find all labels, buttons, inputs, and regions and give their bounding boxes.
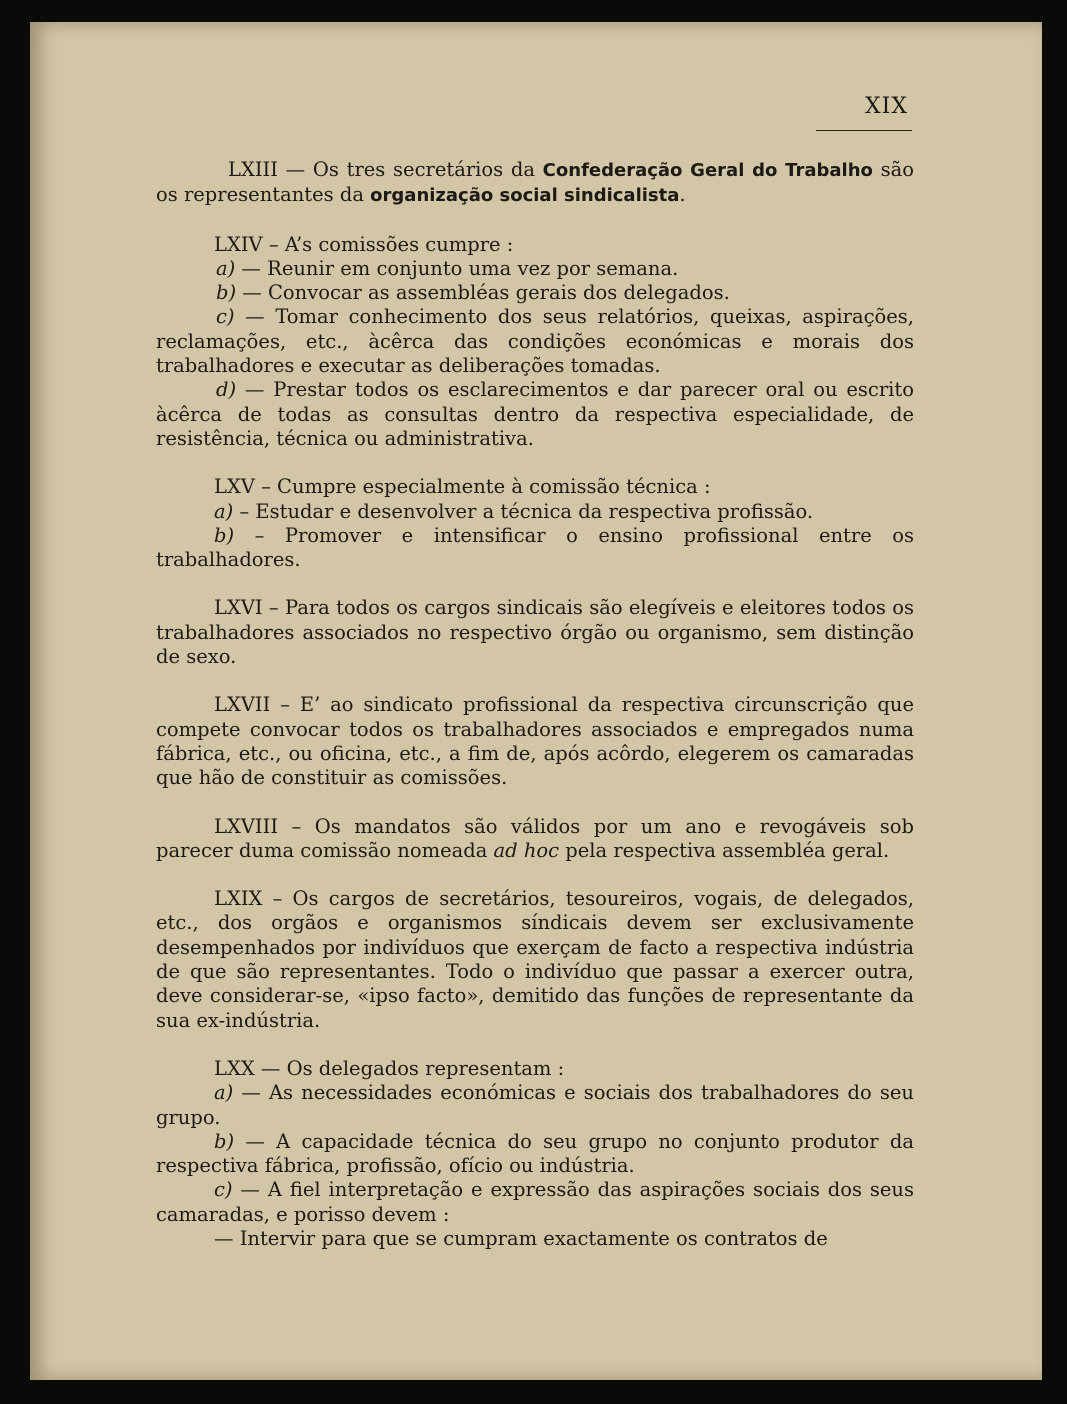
- article-sep: —: [277, 158, 313, 181]
- article-number: LXIII: [228, 158, 278, 181]
- item-letter: a): [214, 1081, 234, 1105]
- list-item: [156, 1178, 914, 1227]
- bold-term: Confederação Geral do Trabalho: [542, 160, 873, 181]
- list-item: [156, 281, 914, 305]
- list-item: [156, 257, 914, 281]
- body-text: [156, 158, 914, 1251]
- item-text: — A capacidade técnica do seu grupo no conjunto produtor da respectiva fábrica, profissão, ofício ou indústria.: [156, 1129, 914, 1178]
- paragraph-lxiii: [156, 158, 914, 209]
- item-text: — Prestar todos os esclarecimentos e dar parecer oral ou escrito àcêrca de todas as consultas dentro da respectiva especialidade, de resistência, técnica ou administrativa.: [156, 378, 914, 450]
- page: [30, 22, 1042, 1380]
- list-item: [156, 1130, 914, 1179]
- item-letter: b): [214, 523, 235, 547]
- item-text: – Estudar e desenvolver a técnica da respectiva profissão.: [233, 499, 814, 523]
- item-text: — Reunir em conjunto uma vez por semana.: [235, 256, 679, 280]
- paragraph-lxvi: LXVI – Para todos os cargos sindicais são elegíveis e eleitores todos os trabalhadores associados no respectivo órgão ou organismo, sem distinção de sexo.: [156, 596, 914, 669]
- list-item: [156, 524, 914, 573]
- paragraph-lxiv-intro: LXIV – A’s comissões cumpre :: [214, 232, 514, 256]
- text-run: são os representantes da: [156, 158, 914, 207]
- paragraph-lxviii: [156, 815, 914, 864]
- list-item: [156, 378, 914, 451]
- page-number: XIX: [864, 94, 908, 119]
- paragraph-lxv-intro: LXV – Cumpre especialmente à comissão técnica :: [214, 475, 711, 499]
- item-text: — Tomar conhecimento dos seus relatórios, queixas, aspirações, reclamações, etc., àcêrca das condições económicas e morais dos trabalhadores e executar as deliberações tomadas.: [156, 305, 914, 378]
- list-item: [156, 305, 914, 378]
- text-run: .: [679, 183, 686, 207]
- item-letter: b): [216, 281, 237, 305]
- header-rule: [816, 130, 912, 131]
- italic-term: ad hoc: [493, 838, 560, 862]
- item-letter: a): [216, 256, 236, 280]
- item-letter: c): [216, 305, 235, 329]
- bold-term: organização social sindicalista: [370, 185, 680, 207]
- paragraph-lxx-intro: LXX — Os delegados representam :: [214, 1056, 565, 1080]
- paragraph-lxix: LXIX – Os cargos de secretários, tesoureiros, vogais, de delegados, etc., dos orgãos e organismos síndicais devem ser exclusivamente desempenhados por indivíduos que exerçam de facto a respectiva indústria de que são representantes. Todo o indivíduo que passar a exercer outra, deve considerar-se, «ipso facto», demitido das funções de representante da sua ex-indústria.: [156, 887, 914, 1032]
- list-item-continuation: — Intervir para que se cumpram exactamente os contratos de: [214, 1226, 828, 1250]
- item-text: – Promover e intensificar o ensino profissional entre os trabalhadores.: [156, 523, 914, 572]
- item-text: — As necessidades económicas e sociais dos trabalhadores do seu grupo.: [156, 1081, 914, 1129]
- paragraph-lxvii: LXVII – E’ ao sindicato profissional da respectiva circunscrição que compete convocar todos os trabalhadores associados e empregados numa fábrica, etc., ou oficina, etc., a fim de, após acôrdo, elegerem os camaradas que hão de constituir as comissões.: [156, 693, 914, 790]
- item-text: — Convocar as assembléas gerais dos delegados.: [236, 281, 730, 305]
- text-run: Os tres secretários da: [312, 158, 543, 181]
- text-run: LXVIII – Os mandatos são válidos por um ano e revogáveis sob parecer duma comissão nomeada: [156, 814, 914, 862]
- item-text: — A fiel interpretação e expressão das aspirações sociais dos seus camaradas, e porisso devem :: [156, 1178, 914, 1226]
- item-letter: d): [216, 378, 237, 402]
- item-letter: a): [214, 499, 234, 523]
- item-letter: c): [214, 1178, 233, 1202]
- text-run: pela respectiva assembléa geral.: [559, 838, 890, 862]
- list-item: [156, 500, 914, 524]
- item-letter: b): [214, 1129, 235, 1153]
- list-item: [156, 1081, 914, 1130]
